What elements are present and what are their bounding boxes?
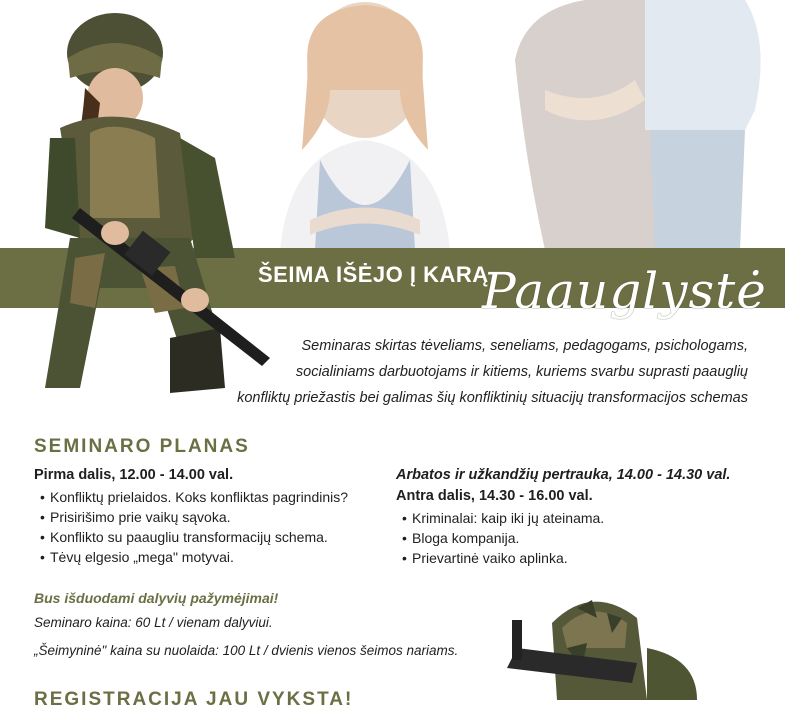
couple-photo <box>505 0 775 250</box>
list-item: • Kriminalai: kaip iki jų ateinama. <box>402 510 605 526</box>
price-family: „Šeimyninė" kaina su nuolaida: 100 Lt / dvienis vienos šeimos nariams. <box>34 643 459 658</box>
bullet-icon: • <box>402 530 407 546</box>
bullet-icon: • <box>402 510 407 526</box>
part-one-heading: Pirma dalis, 12.00 - 14.00 val. <box>34 467 234 483</box>
break-heading: Arbatos ir užkandžių pertrauka, 14.00 - 14.30 val. <box>396 467 731 483</box>
intro-line: socialiniams darbuotojams ir kitiems, kuriems svarbu suprasti paauglių <box>295 364 748 380</box>
banner-script-title: Paauglystė <box>482 262 767 320</box>
list-item: • Bloga kompanija. <box>402 530 520 546</box>
bullet-icon: • <box>40 549 45 565</box>
intro-line: konfliktų priežastis bei galimas šių konfliktinių situacijų transformacijos schemas <box>237 390 748 406</box>
part-two-heading: Antra dalis, 14.30 - 16.00 val. <box>396 488 593 504</box>
price-single: Seminaro kaina: 60 Lt / vienam dalyviui. <box>34 615 273 630</box>
plan-heading: SEMINARO PLANAS <box>34 436 250 457</box>
list-item: • Konfliktų prielaidos. Koks konfliktas pagrindinis? <box>40 489 349 505</box>
list-item: • Prievartinė vaiko aplinka. <box>402 550 568 566</box>
bullet-icon: • <box>40 489 45 505</box>
bullet-icon: • <box>40 509 45 525</box>
banner-title: ŠEIMA IŠĖJO Į KARĄ <box>258 262 489 287</box>
list-item: • Konflikto su paaugliu transformacijų schema. <box>40 529 328 545</box>
part-one <box>34 466 404 567</box>
part-two-list <box>396 508 776 568</box>
bullet-icon: • <box>40 529 45 545</box>
part-two <box>396 466 776 568</box>
registration-heading: REGISTRACIJA JAU VYKSTA! <box>34 689 354 710</box>
bullet-icon: • <box>402 550 407 566</box>
list-item: • Prisirišimo prie vaikų sąvoka. <box>40 509 231 525</box>
soldier-with-rifle-illustration <box>497 588 697 700</box>
list-item: • Tėvų elgesio „mega" motyvai. <box>40 549 234 565</box>
intro-line: Seminaras skirtas tėveliams, seneliams, pedagogams, psichologams, <box>301 338 748 354</box>
girl-photo <box>250 0 480 250</box>
certificates-note: Bus išduodami dalyvių pažymėjimai! <box>34 590 279 606</box>
part-one-list <box>34 487 404 567</box>
intro-paragraph <box>180 333 748 411</box>
